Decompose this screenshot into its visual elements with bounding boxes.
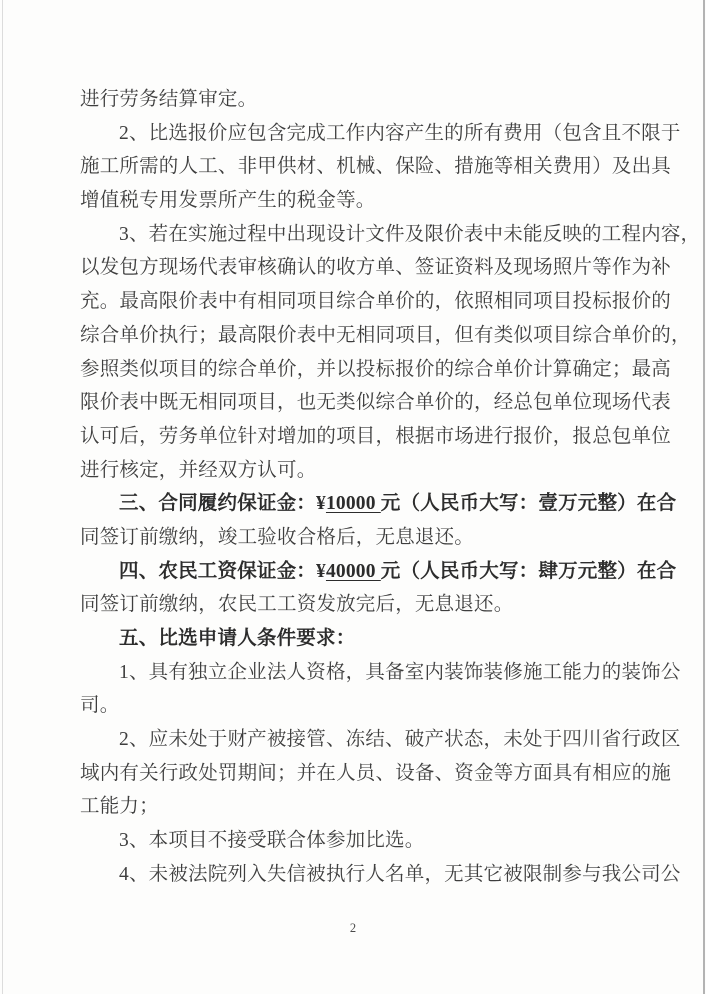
text-line: 五、比选申请人条件要求：	[119, 628, 356, 649]
text-segment: 元（人民币大写：壹万元整）在合	[380, 493, 677, 515]
text-line: 进行核定，并经双方认可。	[80, 459, 317, 481]
text-line: 参照类似项目的综合单价，并以投标报价的综合单价计算确定；最高	[80, 358, 672, 380]
text-line: 1、具有独立企业法人资格，具备室内装饰装修施工能力的装饰公	[119, 661, 681, 683]
text-line: 工能力；	[80, 796, 159, 818]
page-number: 2	[349, 921, 357, 935]
underlined-amount: 40000	[325, 560, 381, 582]
text-line: 施工所需的人工、非甲供材、机械、保险、措施等相关费用）及出具	[80, 156, 672, 178]
text-line: 认可后，劳务单位针对增加的项目，根据市场进行报价，报总包单位	[80, 425, 672, 447]
text-line: 增值税专用发票所产生的税金等。	[80, 190, 376, 212]
text-line	[80, 487, 677, 521]
text-segment: 四、农民工资保证金：¥	[119, 560, 326, 582]
text-line	[80, 555, 677, 589]
text-segment: 元（人民币大写：肆万元整）在合	[380, 560, 677, 582]
text-line: 司。	[80, 695, 120, 717]
text-line: 充。最高限价表中有相同项目综合单价的，依照相同项目投标报价的	[80, 291, 672, 313]
underlined-amount: 10000	[325, 493, 381, 515]
text-segment: 三、合同履约保证金：¥	[119, 493, 326, 515]
document-body	[80, 83, 701, 892]
text-line: 以发包方现场代表审核确认的收方单、签证资料及现场照片等作为补	[80, 257, 672, 279]
text-line: 域内有关行政处罚期间；并在人员、设备、资金等方面具有相应的施	[80, 762, 672, 784]
text-line: 同签订前缴纳，竣工验收合格后，无息退还。	[80, 526, 475, 548]
text-line: 进行劳务结算审定。	[80, 89, 258, 110]
scan-edge-right	[703, 0, 705, 994]
text-line: 限价表中既无相同项目，也无类似综合单价的，经总包单位现场代表	[80, 392, 672, 414]
text-line: 同签订前缴纳，农民工工资发放完后，无息退还。	[80, 594, 514, 616]
text-line: 2、比选报价应包含完成工作内容产生的所有费用（包含且不限于	[119, 122, 681, 144]
text-line: 3、本项目不接受联合体参加比选。	[119, 830, 425, 852]
scan-edge-left	[2, 0, 3, 994]
text-line: 4、未被法院列入失信被执行人名单，无其它被限制参与我公司公	[119, 863, 681, 885]
text-line: 综合单价执行；最高限价表中无相同项目，但有类似项目综合单价的，	[80, 324, 691, 346]
text-line: 2、应未处于财产被接管、冻结、破产状态，未处于四川省行政区	[119, 729, 681, 751]
text-line: 3、若在实施过程中出现设计文件及限价表中未能反映的工程内容，	[119, 223, 701, 245]
